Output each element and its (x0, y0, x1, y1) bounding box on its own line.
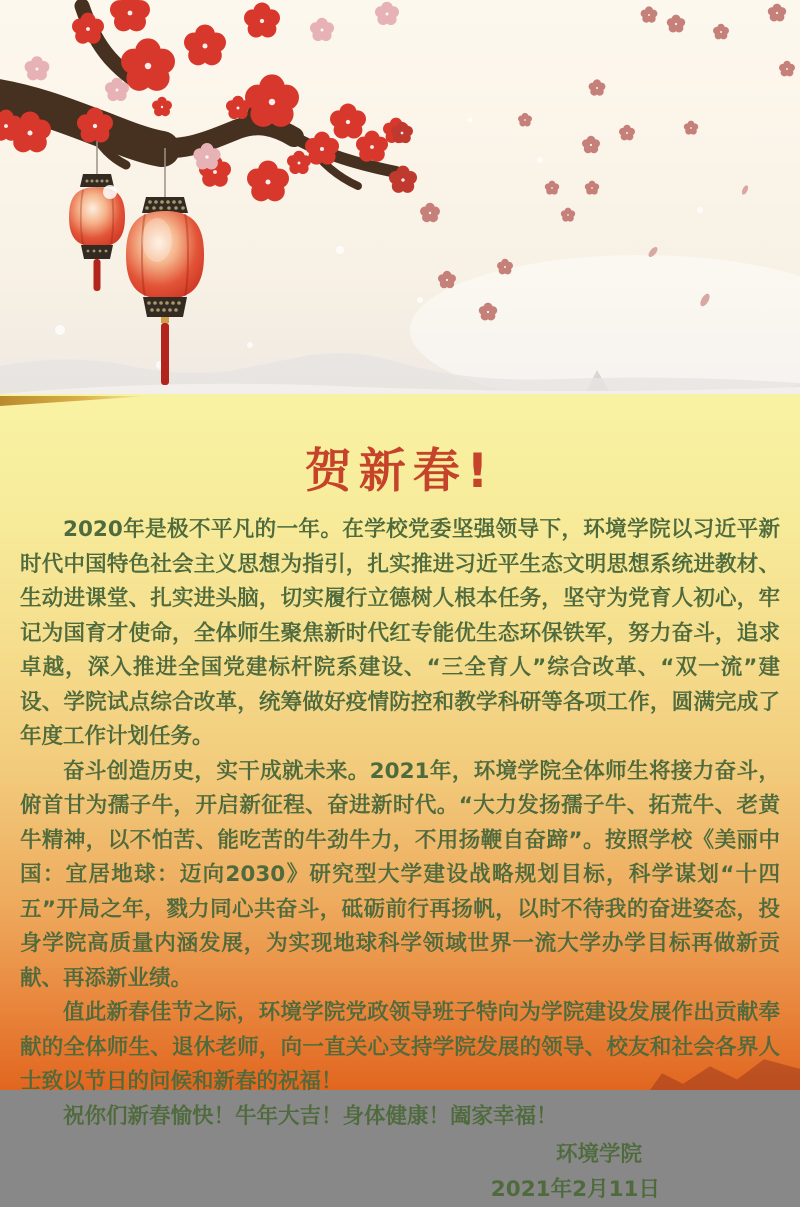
gold-corner-accent (0, 396, 150, 406)
signature-date: 2021年2月11日 (0, 1173, 800, 1207)
festive-banner-illustration (0, 0, 800, 394)
greeting-paragraph-4: 祝你们新春愉快！牛年大吉！身体健康！阖家幸福！ (20, 1100, 780, 1135)
greeting-paragraph-1: 2020年是极不平凡的一年。在学校党委坚强领导下，环境学院以习近平新时代中国特色社会主义思想为指引，扎实推进习近平生态文明思想系统进教材、生动进课堂、扎实进头脑，切实履行立德树人根本任务，坚守为党育人初心，牢记为国育才使命，全体师生聚焦新时代红专能优生态环保铁军，努力奋斗，追求卓越，深入推进全国党建标杆院系建设、“三全育人”综合改革、“双一流”建设、学院试点综合改革，统筹做好疫情防控和教学科研等各项工作，圆满完成了年度工作计划任务。 (20, 513, 780, 755)
greeting-paragraph-3: 值此新春佳节之际，环境学院党政领导班子特向为学院建设发展作出贡献奉献的全体师生、退休老师，向一直关心支持学院发展的领导、校友和社会各界人士致以节日的问候和新春的祝福！ (20, 996, 780, 1100)
greeting-title: 贺新春! (0, 434, 800, 501)
greeting-body (0, 501, 800, 1134)
greeting-paragraph-2: 奋斗创造历史，实干成就未来。2021年，环境学院全体师生将接力奋斗，俯首甘为孺子牛，开启新征程、奋进新时代。“大力发扬孺子牛、拓荒牛、老黄牛精神，以不怕苦、能吃苦的牛劲牛力，不用扬鞭自奋蹄”。按照学校《美丽中国：宜居地球：迈向2030》研究型大学建设战略规划目标，科学谋划“十四五”开局之年，戮力同心共奋斗，砥砺前行再扬帆，以时不待我的奋进姿态，投身学院高质量内涵发展，为实现地球科学领域世界一流大学办学目标再做新贡献、再添新业绩。 (20, 755, 780, 997)
festive-banner (0, 0, 800, 394)
signature-block (0, 1138, 800, 1207)
signature-organization: 环境学院 (0, 1138, 800, 1173)
greeting-card (0, 394, 800, 1090)
